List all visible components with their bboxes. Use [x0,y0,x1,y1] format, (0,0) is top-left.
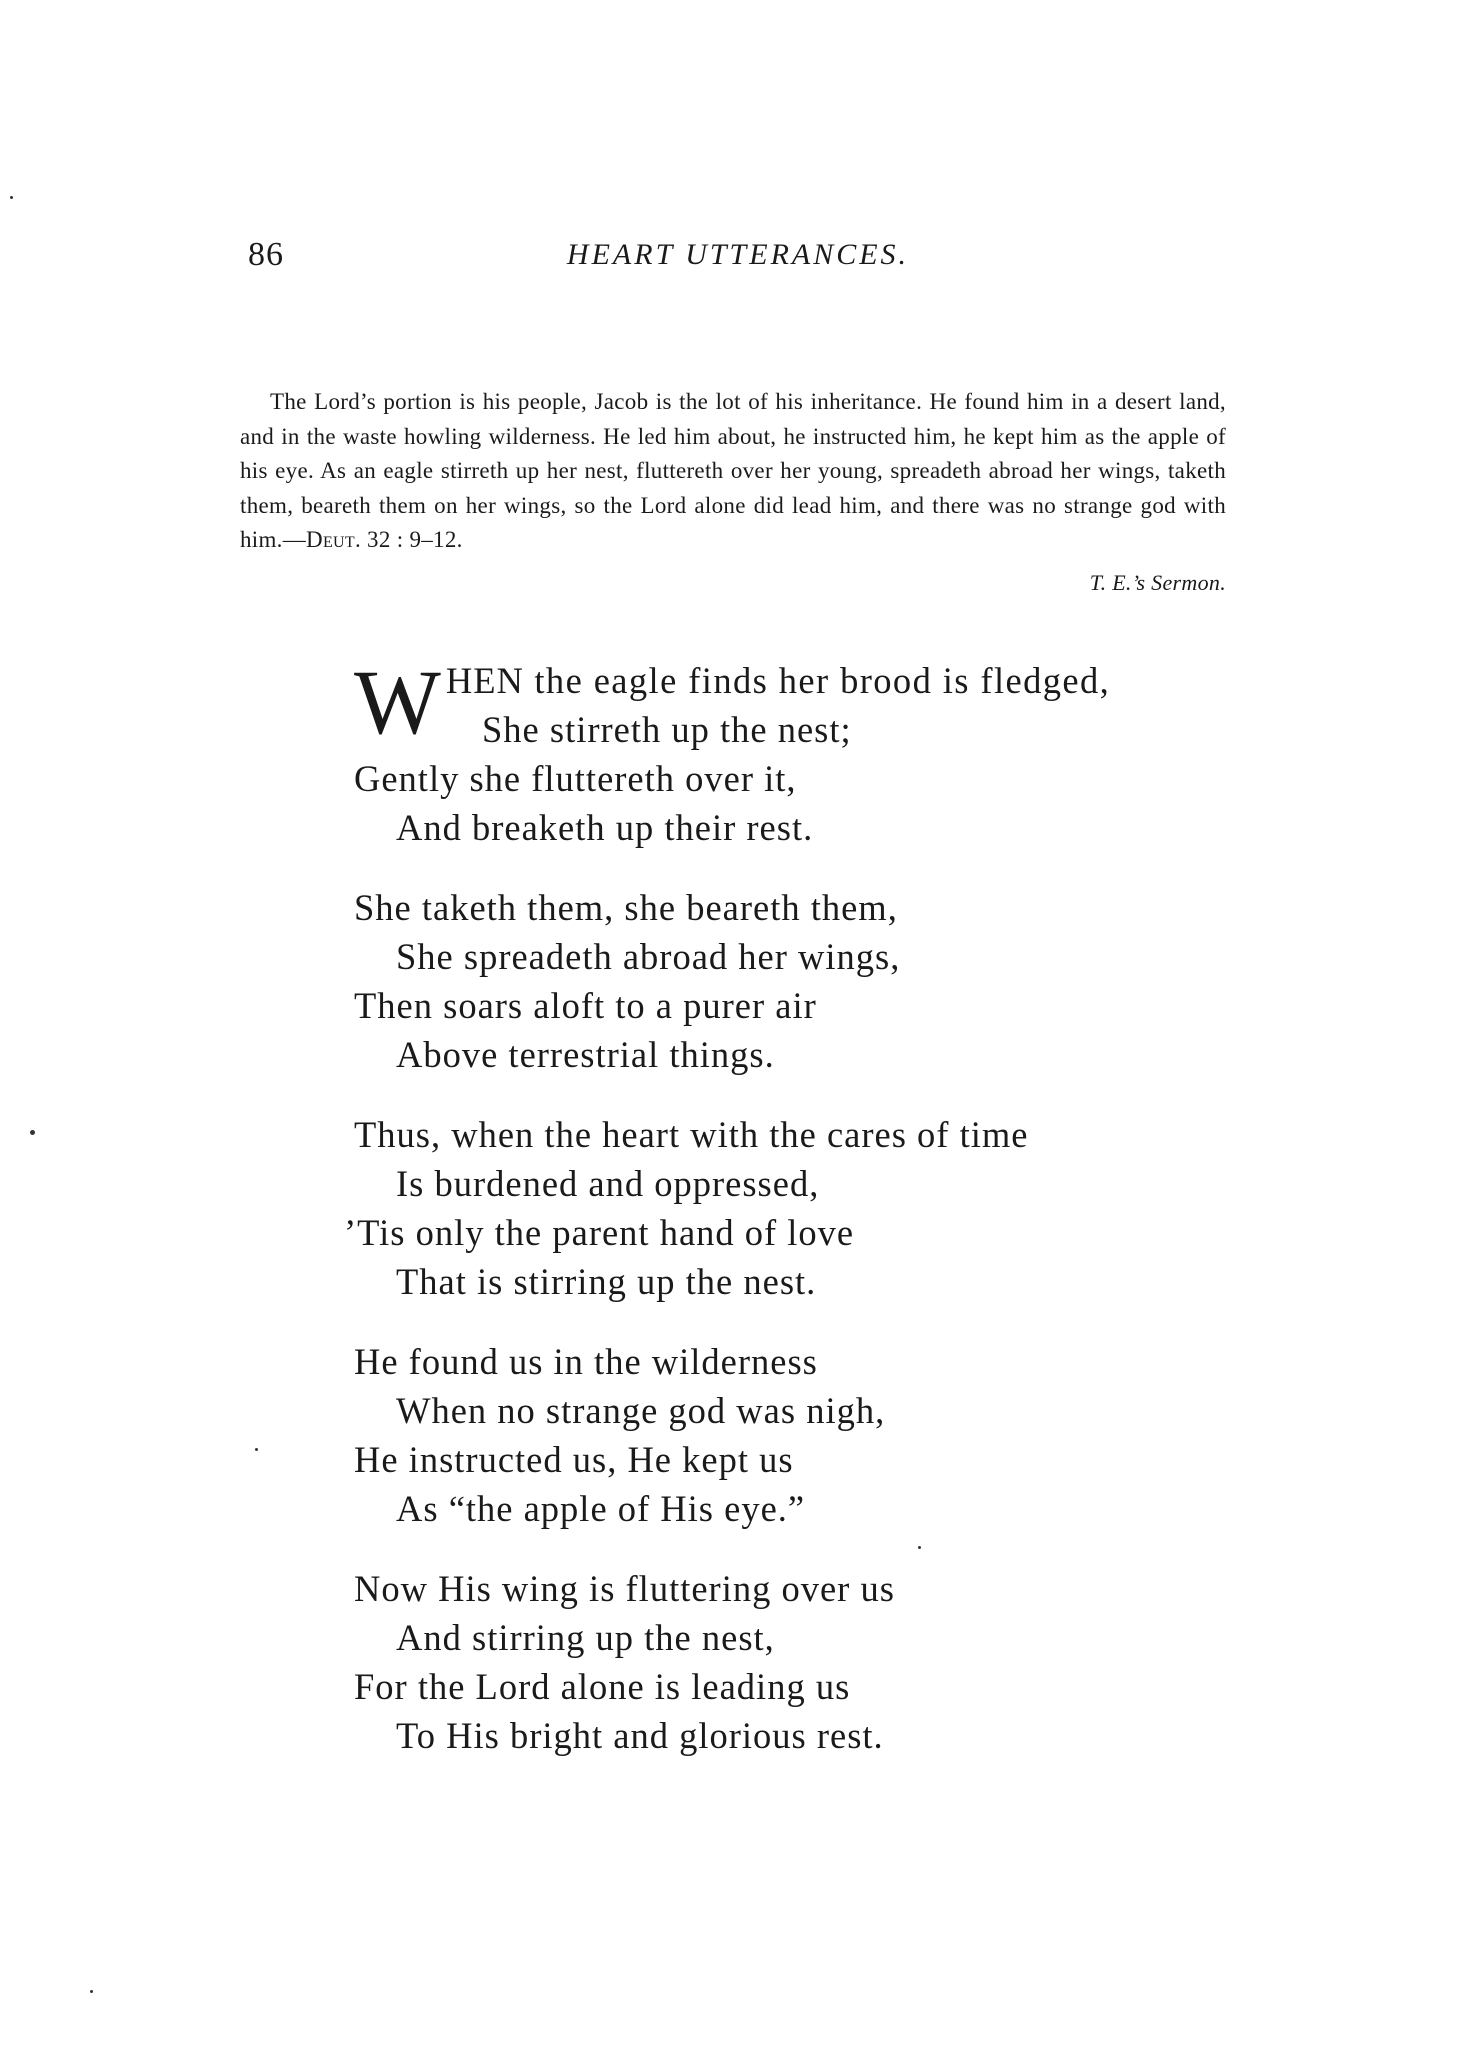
epigraph-body: The Lord’s portion is his people, Jacob is the lot of his inheritance. He found him in a desert land, and in the waste howling wilderness. He led him about, he instructed him, he kept him as the apple of his eye. As an eagle stirreth up her nest, fluttereth over her young, spreadeth abroad her wings, taketh them, beareth them on her wings, so the Lord alone did lead him, and there was no strange god with him.— [240,389,1226,552]
poem-line: She spreadeth abroad her wings, [396,936,901,977]
stanza-2 [354,883,1254,1079]
running-header [248,236,1248,286]
page-number: 86 [248,236,284,273]
poem-line: When no strange god was nigh, [396,1390,886,1431]
stanza-5 [354,1564,1254,1760]
poem-line: She taketh them, she beareth them, [354,887,898,928]
epigraph [240,385,1226,600]
epigraph-text [240,385,1226,558]
poem-line: That is stirring up the nest. [396,1261,817,1302]
poem-line [354,656,1254,705]
citation-book: Deut. [306,527,361,552]
poem-line: Above terrestrial things. [396,1034,775,1075]
first-word-caps: HEN [445,660,524,701]
drop-cap: W [354,651,442,753]
ink-speck [90,1990,93,1993]
poem-line: Gently she fluttereth over it, [354,758,797,799]
ink-speck [30,1130,35,1135]
poem-line: She stirreth up the nest; [482,709,852,750]
stanza-1 [354,651,1254,852]
poem-line: Then soars aloft to a purer air [354,985,817,1026]
poem-line: He found us in the wilderness [354,1341,818,1382]
poem [344,651,1254,1791]
ink-speck [255,1448,258,1451]
ink-speck [10,196,13,199]
stanza-3 [344,1110,1254,1306]
poem-line: Now His wing is fluttering over us [354,1568,895,1609]
stanza-4 [354,1337,1254,1533]
poem-line: ’Tis only the parent hand of love [344,1212,855,1253]
epigraph-attribution: T. E.’s Sermon. [1089,569,1226,595]
poem-line: For the Lord alone is leading us [354,1666,851,1707]
poem-line: Is burdened and oppressed, [396,1163,820,1204]
citation-reference: 32 : 9–12. [361,527,463,552]
poem-line: And stirring up the nest, [396,1617,775,1658]
poem-line: And breaketh up their rest. [396,807,814,848]
first-line-rest: the eagle finds her brood is fledged, [523,660,1111,701]
poem-line: Thus, when the heart with the cares of time [354,1114,1029,1155]
poem-line: To His bright and glorious rest. [396,1715,884,1756]
ink-speck [918,1546,921,1549]
poem-line: He instructed us, He kept us [354,1439,794,1480]
poem-line: As “the apple of His eye.” [396,1488,806,1529]
running-title: HEART UTTERANCES. [566,238,910,271]
